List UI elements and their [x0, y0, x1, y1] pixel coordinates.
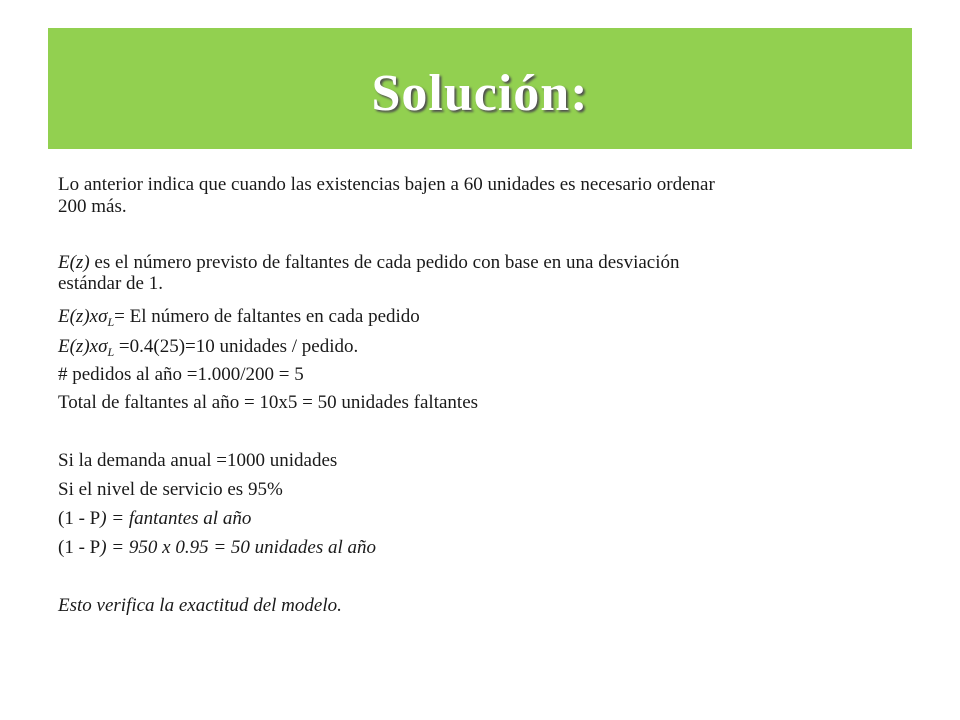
title-banner: [48, 28, 912, 149]
equation-shortages-per-order: [58, 306, 420, 327]
definition-text: es el número previsto de faltantes de cada pedido con base en una desviación: [89, 252, 680, 273]
eq1-term: E(z)xσ: [58, 306, 108, 327]
eq2-text: =0.4(25)=10 unidades / pedido.: [114, 336, 359, 357]
eq1-subscript: L: [107, 315, 115, 329]
total-shortages-line: Total de faltantes al año = 10x5 = 50 unidades faltantes: [58, 392, 479, 413]
definition-line-1: [58, 252, 680, 273]
service-level-line: Si el nivel de servicio es 95%: [58, 479, 283, 500]
formula2-plain: (1 - P: [58, 537, 101, 558]
intro-line-1: Lo anterior indica que cuando las existencias bajen a 60 unidades es necesario ordenar: [58, 174, 715, 195]
formula1-plain: (1 - P: [58, 508, 101, 529]
definition-line-2: estándar de 1.: [58, 273, 163, 294]
equation-shortage-value: [58, 336, 358, 357]
formula-line-1: [58, 508, 251, 529]
orders-per-year-line: # pedidos al año =1.000/200 = 5: [58, 364, 304, 385]
conclusion-line: Esto verifica la exactitud del modelo.: [58, 595, 342, 616]
annual-demand-line: Si la demanda anual =1000 unidades: [58, 450, 338, 471]
eq1-text: = El número de faltantes en cada pedido: [114, 306, 420, 327]
eq2-subscript: L: [107, 345, 115, 359]
eq2-term: E(z)xσ: [58, 336, 108, 357]
slide-title: Solución:: [371, 65, 589, 122]
ez-term: E(z): [58, 252, 90, 273]
formula2-italic: ) = 950 x 0.95 = 50 unidades al año: [100, 537, 377, 558]
intro-line-2: 200 más.: [58, 196, 127, 217]
formula-line-2: [58, 537, 376, 558]
formula1-italic: ) = fantantes al año: [100, 508, 252, 529]
